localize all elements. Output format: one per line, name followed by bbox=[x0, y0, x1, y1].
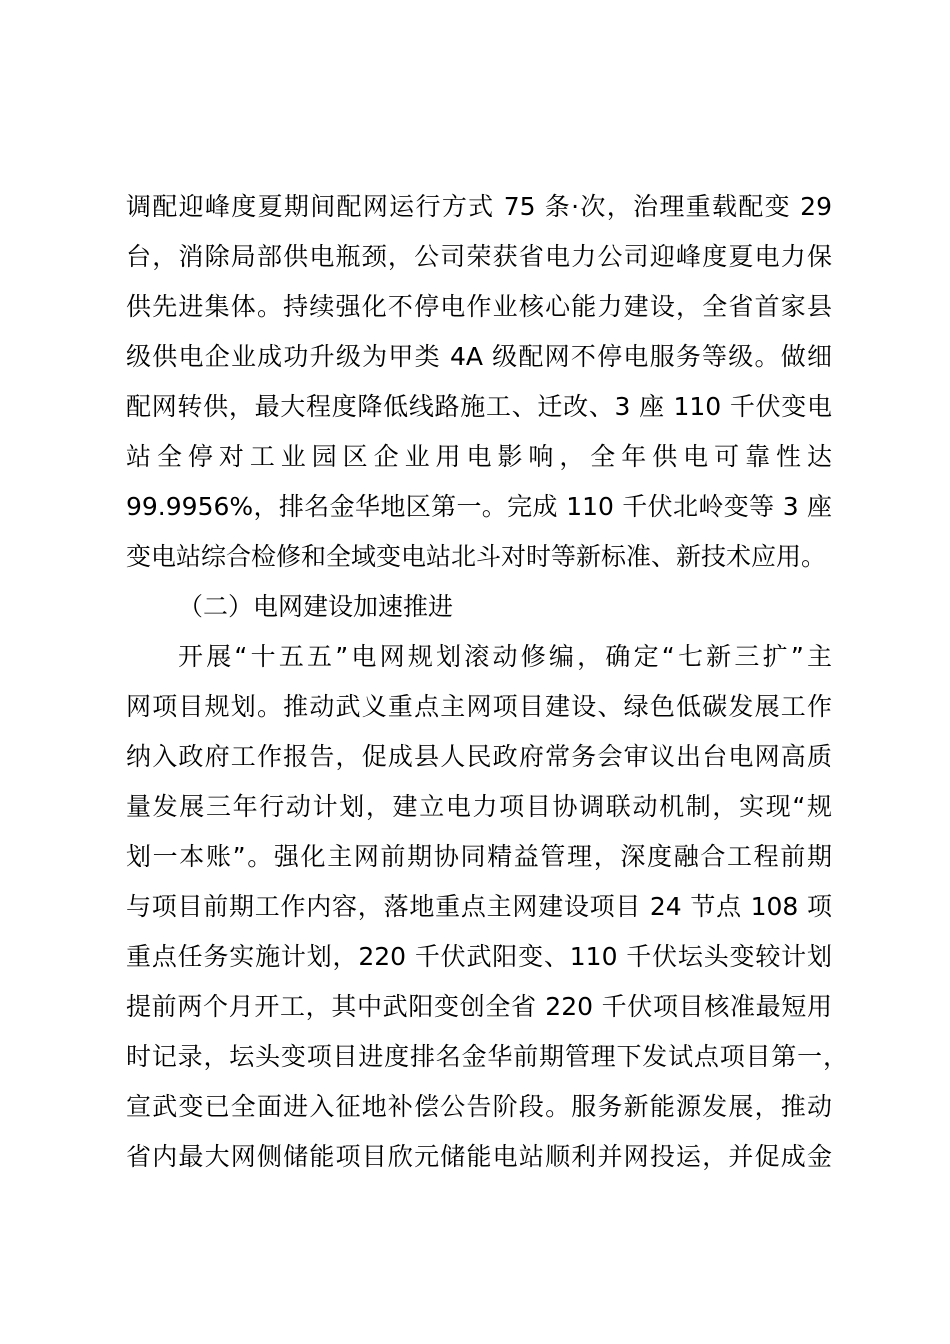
paragraph-line: 站全停对工业园区企业用电影响，全年供电可靠性达 bbox=[126, 442, 832, 471]
paragraph-line: 重点任务实施计划，220 千伏武阳变、110 千伏坛头变较计划 bbox=[126, 942, 832, 971]
paragraph-line: 与项目前期工作内容，落地重点主网建设项目 24 节点 108 项 bbox=[126, 892, 832, 921]
paragraph-line: 配网转供，最大程度降低线路施工、迁改、3 座 110 千伏变电 bbox=[126, 392, 832, 421]
paragraph-line: 宣武变已全面进入征地补偿公告阶段。服务新能源发展，推动 bbox=[126, 1092, 832, 1121]
paragraph-line: 纳入政府工作报告，促成县人民政府常务会审议出台电网高质 bbox=[126, 742, 832, 771]
paragraph-line: 级供电企业成功升级为甲类 4A 级配网不停电服务等级。做细 bbox=[126, 342, 832, 371]
paragraph-line: 开展“十五五”电网规划滚动修编，确定“七新三扩”主 bbox=[178, 642, 832, 671]
paragraph-line: 99.9956%，排名金华地区第一。完成 110 千伏北岭变等 3 座 bbox=[126, 492, 832, 521]
paragraph-line: 省内最大网侧储能项目欣元储能电站顺利并网投运，并促成金 bbox=[126, 1142, 832, 1171]
paragraph-line: 提前两个月开工，其中武阳变创全省 220 千伏项目核准最短用 bbox=[126, 992, 832, 1021]
paragraph-line: 调配迎峰度夏期间配网运行方式 75 条·次，治理重载配变 29 bbox=[126, 192, 832, 221]
paragraph-line: 台，消除局部供电瓶颈，公司荣获省电力公司迎峰度夏电力保 bbox=[126, 242, 832, 271]
paragraph-line: 量发展三年行动计划，建立电力项目协调联动机制，实现“规 bbox=[126, 792, 832, 821]
section-heading: （二）电网建设加速推进 bbox=[178, 592, 454, 621]
paragraph-line: 变电站综合检修和全域变电站北斗对时等新标准、新技术应用。 bbox=[126, 542, 827, 571]
paragraph-line: 网项目规划。推动武义重点主网项目建设、绿色低碳发展工作 bbox=[126, 692, 832, 721]
paragraph-line: 供先进集体。持续强化不停电作业核心能力建设，全省首家县 bbox=[126, 292, 832, 321]
paragraph-line: 时记录，坛头变项目进度排名金华前期管理下发试点项目第一， bbox=[126, 1042, 848, 1071]
paragraph-line: 划一本账”。强化主网前期协同精益管理，深度融合工程前期 bbox=[126, 842, 832, 871]
